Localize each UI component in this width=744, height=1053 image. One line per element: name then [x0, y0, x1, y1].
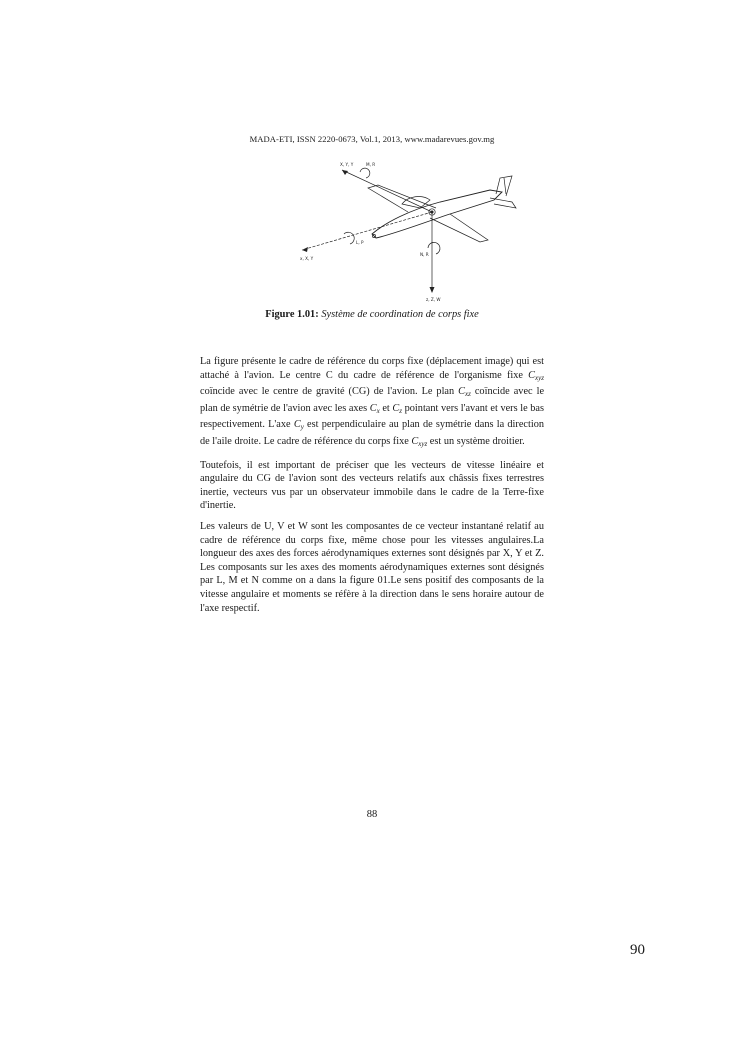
label-lp: L, P: [356, 240, 364, 245]
roll-moment-arc: [344, 232, 354, 244]
y-axis-line: [342, 170, 432, 212]
label-xy-top: X, Y, Y: [340, 162, 354, 167]
figure-caption-label: Figure 1.01:: [265, 309, 319, 320]
label-nr: N, R: [420, 252, 429, 257]
yaw-moment-arc: [428, 242, 440, 254]
inner-page-number: 88: [366, 809, 378, 820]
paragraph-3: Les valeurs de U, V et W sont les composantes de ce vecteur instantané relatif au cadre de référence du corps fixe, même chose pour les vitesses angulaires.La longueur des axes des forces aérodynamiques externes sont désignés par X, Y et Z. Les composants sur les axes des moments aérodynamiques externes sont désignés par L, M et N comme on a dans la figure 01.Le sens positif des composants de la vitesse angulaire et moments se réfère à la direction dans le sens horaire autour de l'axe respectif.: [200, 520, 544, 614]
figure-caption-text: Système de coordination de corps fixe: [321, 309, 479, 320]
running-header: MADA-ETI, ISSN 2220-0673, Vol.1, 2013, www.madarevues.gov.mg: [249, 134, 495, 144]
label-xz-left: x, X, Y: [300, 256, 314, 261]
aircraft-axes-figure: [290, 152, 530, 302]
wing-left: [368, 185, 436, 212]
x-axis-line: [302, 212, 432, 250]
outer-page-number: 90: [630, 942, 645, 958]
paragraph-2: Toutefois, il est important de préciser que les vecteurs de vitesse linéaire et angulaire du CG de l'avion sont des vecteurs relatifs aux châssis fixes terrestres inertie, vecteurs vus par un observateur immobile dans le cadre de la Terre-fixe d'inertie.: [200, 459, 544, 512]
fuselage: [372, 190, 502, 238]
label-mr: M, R: [366, 162, 376, 167]
pitch-moment-arc: [360, 168, 370, 178]
body-text: [200, 355, 544, 622]
figure-caption: [0, 309, 744, 320]
paragraph-1: La figure présente le cadre de référence du corps fixe (déplacement image) qui est attaché à l'avion. Le centre C du cadre de référence de l'organisme fixe $C_{xyz}$ coïncide avec le centre de gravité (CG) de l'avion. Le plan $C_{xz}$ coïncide avec le plan de symétrie de l'avion avec les axes $C_x$ et $C_z$ pointant vers l'avant et vers le bas respectivement. L'axe $C_y$ est perpendiculaire au plan de symétrie dans la direction de l'aile droite. Le cadre de référence du corps fixe $C_{xyz}$ est un système droitier.: [200, 356, 545, 448]
label-zw: z, Z, W: [426, 297, 441, 302]
